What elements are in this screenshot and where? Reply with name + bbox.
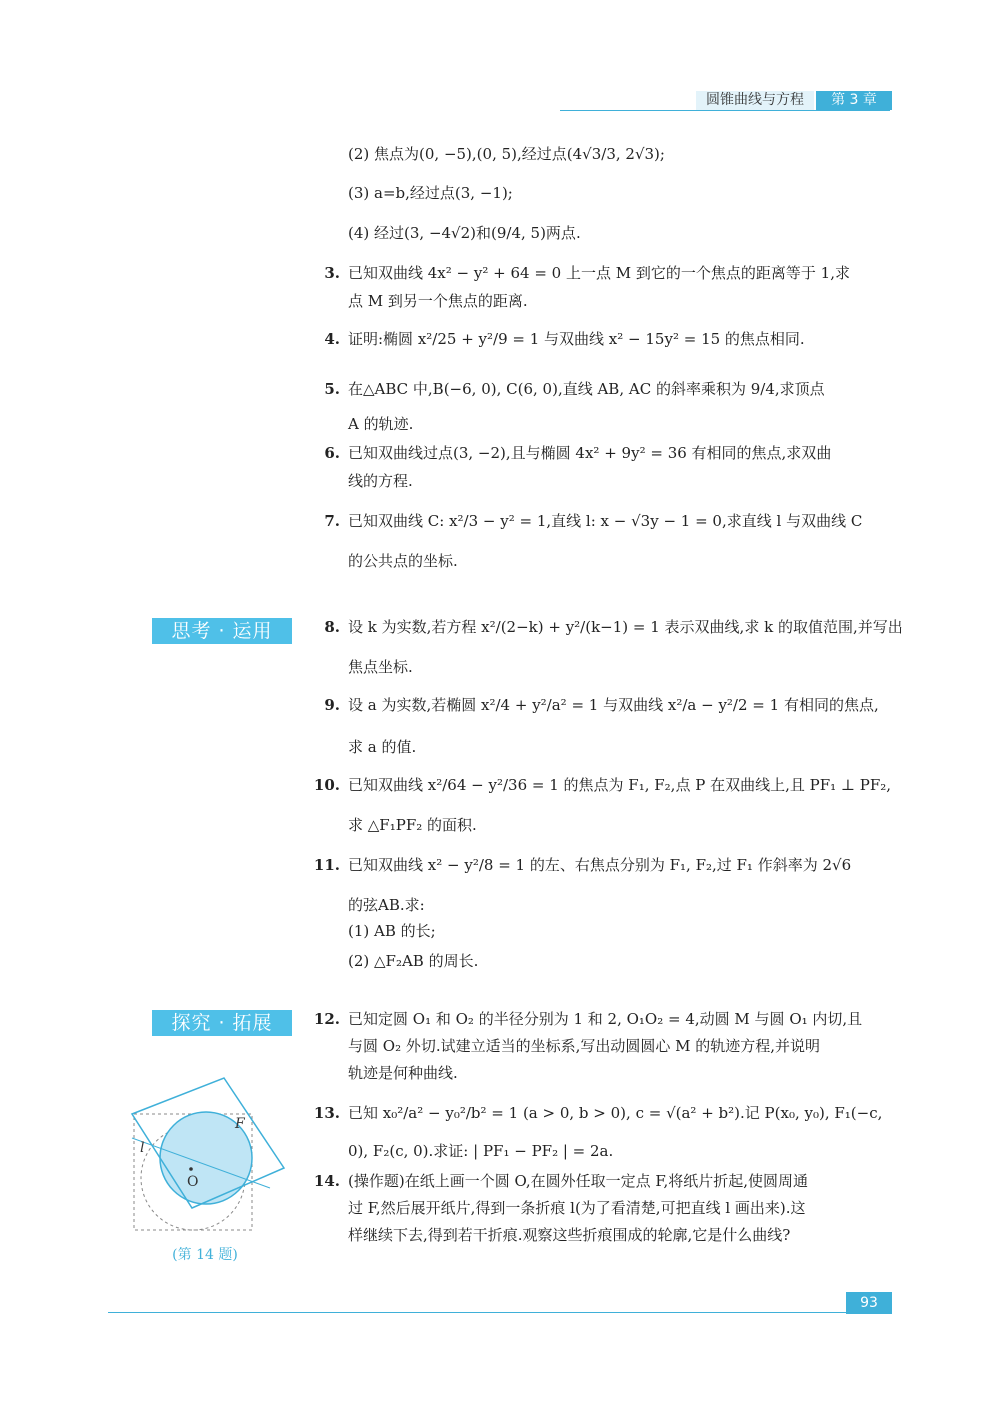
exercise-text: 0), F₂(c, 0).求证: | PF₁ − PF₂ | = 2a. — [348, 1142, 614, 1160]
exercise-text: A 的轨迹. — [348, 415, 414, 433]
exercise-text: 已知双曲线 x² − y²/8 = 1 的左、右焦点分别为 F₁, F₂,过 F₁ 作斜率为 2√6 — [348, 856, 852, 874]
figure-label-l: l — [140, 1140, 145, 1156]
header-chapter-badge: 第 3 章 — [816, 91, 892, 110]
exercise-number: 6. — [324, 444, 340, 462]
exercise-text: 的弦AB.求: — [348, 896, 425, 914]
exercise-text: 已知双曲线 C: x²/3 − y² = 1,直线 l: x − √3y − 1 = 0,求直线 l 与双曲线 C — [348, 512, 863, 530]
exercise-text: 求 △F₁PF₂ 的面积. — [348, 816, 477, 834]
exercise-text: 已知 x₀²/a² − y₀²/b² = 1 (a > 0, b > 0), c = √(a² + b²).记 P(x₀, y₀), F₁(−c, — [348, 1104, 883, 1122]
exercise-text: 已知双曲线 4x² − y² + 64 = 0 上一点 M 到它的一个焦点的距离等于 1,求 — [348, 264, 850, 282]
exercise-number: 13. — [313, 1104, 340, 1122]
exercise-text: 证明:椭圆 x²/25 + y²/9 = 1 与双曲线 x² − 15y² = 15 的焦点相同. — [348, 330, 805, 348]
figure-label-O: O — [187, 1174, 199, 1190]
exercise-text: 求 a 的值. — [348, 738, 417, 756]
section-explore-extend: 探究 · 拓展 — [152, 1010, 292, 1036]
exercise-text: 焦点坐标. — [348, 658, 413, 676]
exercise-2-item-2: (2) 焦点为(0, −5),(0, 5),经过点(4√3/3, 2√3); — [348, 145, 665, 163]
exercise-number: 9. — [324, 696, 340, 714]
exercise-2-item-3: (3) a=b,经过点(3, −1); — [348, 184, 513, 202]
exercise-number: 8. — [324, 618, 340, 636]
exercise-number: 5. — [324, 380, 340, 398]
section-think-apply: 思考 · 运用 — [152, 618, 292, 644]
exercise-text: 线的方程. — [348, 472, 413, 490]
exercise-number: 11. — [313, 856, 340, 874]
exercise-text: 样继续下去,得到若干折痕.观察这些折痕围成的轮廓,它是什么曲线? — [348, 1226, 791, 1244]
exercise-text: 与圆 O₂ 外切.试建立适当的坐标系,写出动圆圆心 M 的轨迹方程,并说明 — [348, 1037, 821, 1055]
exercise-text: 过 F,然后展开纸片,得到一条折痕 l(为了看清楚,可把直线 l 画出来).这 — [348, 1199, 806, 1217]
exercise-2-item-4: (4) 经过(3, −4√2)和(9/4, 5)两点. — [348, 224, 581, 242]
header-rule — [560, 110, 890, 111]
exercise-text: 已知定圆 O₁ 和 O₂ 的半径分别为 1 和 2, O₁O₂ = 4,动圆 M 与圆 O₁ 内切,且 — [348, 1010, 863, 1028]
exercise-text: 已知双曲线过点(3, −2),且与椭圆 4x² + 9y² = 36 有相同的焦点,求双曲 — [348, 444, 832, 462]
exercise-number: 3. — [324, 264, 340, 282]
exercise-text: 点 M 到另一个焦点的距离. — [348, 292, 528, 310]
figure-caption: (第 14 题) — [172, 1247, 238, 1263]
exercise-number: 7. — [324, 512, 340, 530]
exercise-text: 设 k 为实数,若方程 x²/(2−k) + y²/(k−1) = 1 表示双曲线,求 k 的取值范围,并写出 — [348, 618, 903, 636]
exercise-text: (2) △F₂AB 的周长. — [348, 952, 479, 970]
figure-center-point — [189, 1167, 193, 1171]
exercise-text: 轨迹是何种曲线. — [348, 1064, 458, 1082]
exercise-number: 14. — [313, 1172, 340, 1190]
exercise-number: 4. — [324, 330, 340, 348]
exercise-number: 10. — [313, 776, 340, 794]
exercise-text: 设 a 为实数,若椭圆 x²/4 + y²/a² = 1 与双曲线 x²/a − y²/2 = 1 有相同的焦点, — [348, 696, 879, 714]
exercise-number: 12. — [313, 1010, 340, 1028]
exercise-text: 已知双曲线 x²/64 − y²/36 = 1 的焦点为 F₁, F₂,点 P 在双曲线上,且 PF₁ ⊥ PF₂, — [348, 776, 892, 794]
exercise-text: 在△ABC 中,B(−6, 0), C(6, 0),直线 AB, AC 的斜率乘积为 9/4,求顶点 — [348, 380, 825, 398]
exercise-text: 的公共点的坐标. — [348, 552, 458, 570]
footer-rule — [108, 1312, 892, 1313]
exercise-text: (操作题)在纸上画一个圆 O,在圆外任取一定点 F,将纸片折起,使圆周通 — [348, 1172, 809, 1190]
fold-figure — [120, 1068, 290, 1238]
page-number: 93 — [846, 1292, 892, 1314]
header-title: 圆锥曲线与方程 — [696, 91, 814, 110]
exercise-text: (1) AB 的长; — [348, 922, 436, 940]
figure-label-F: F — [235, 1116, 245, 1132]
